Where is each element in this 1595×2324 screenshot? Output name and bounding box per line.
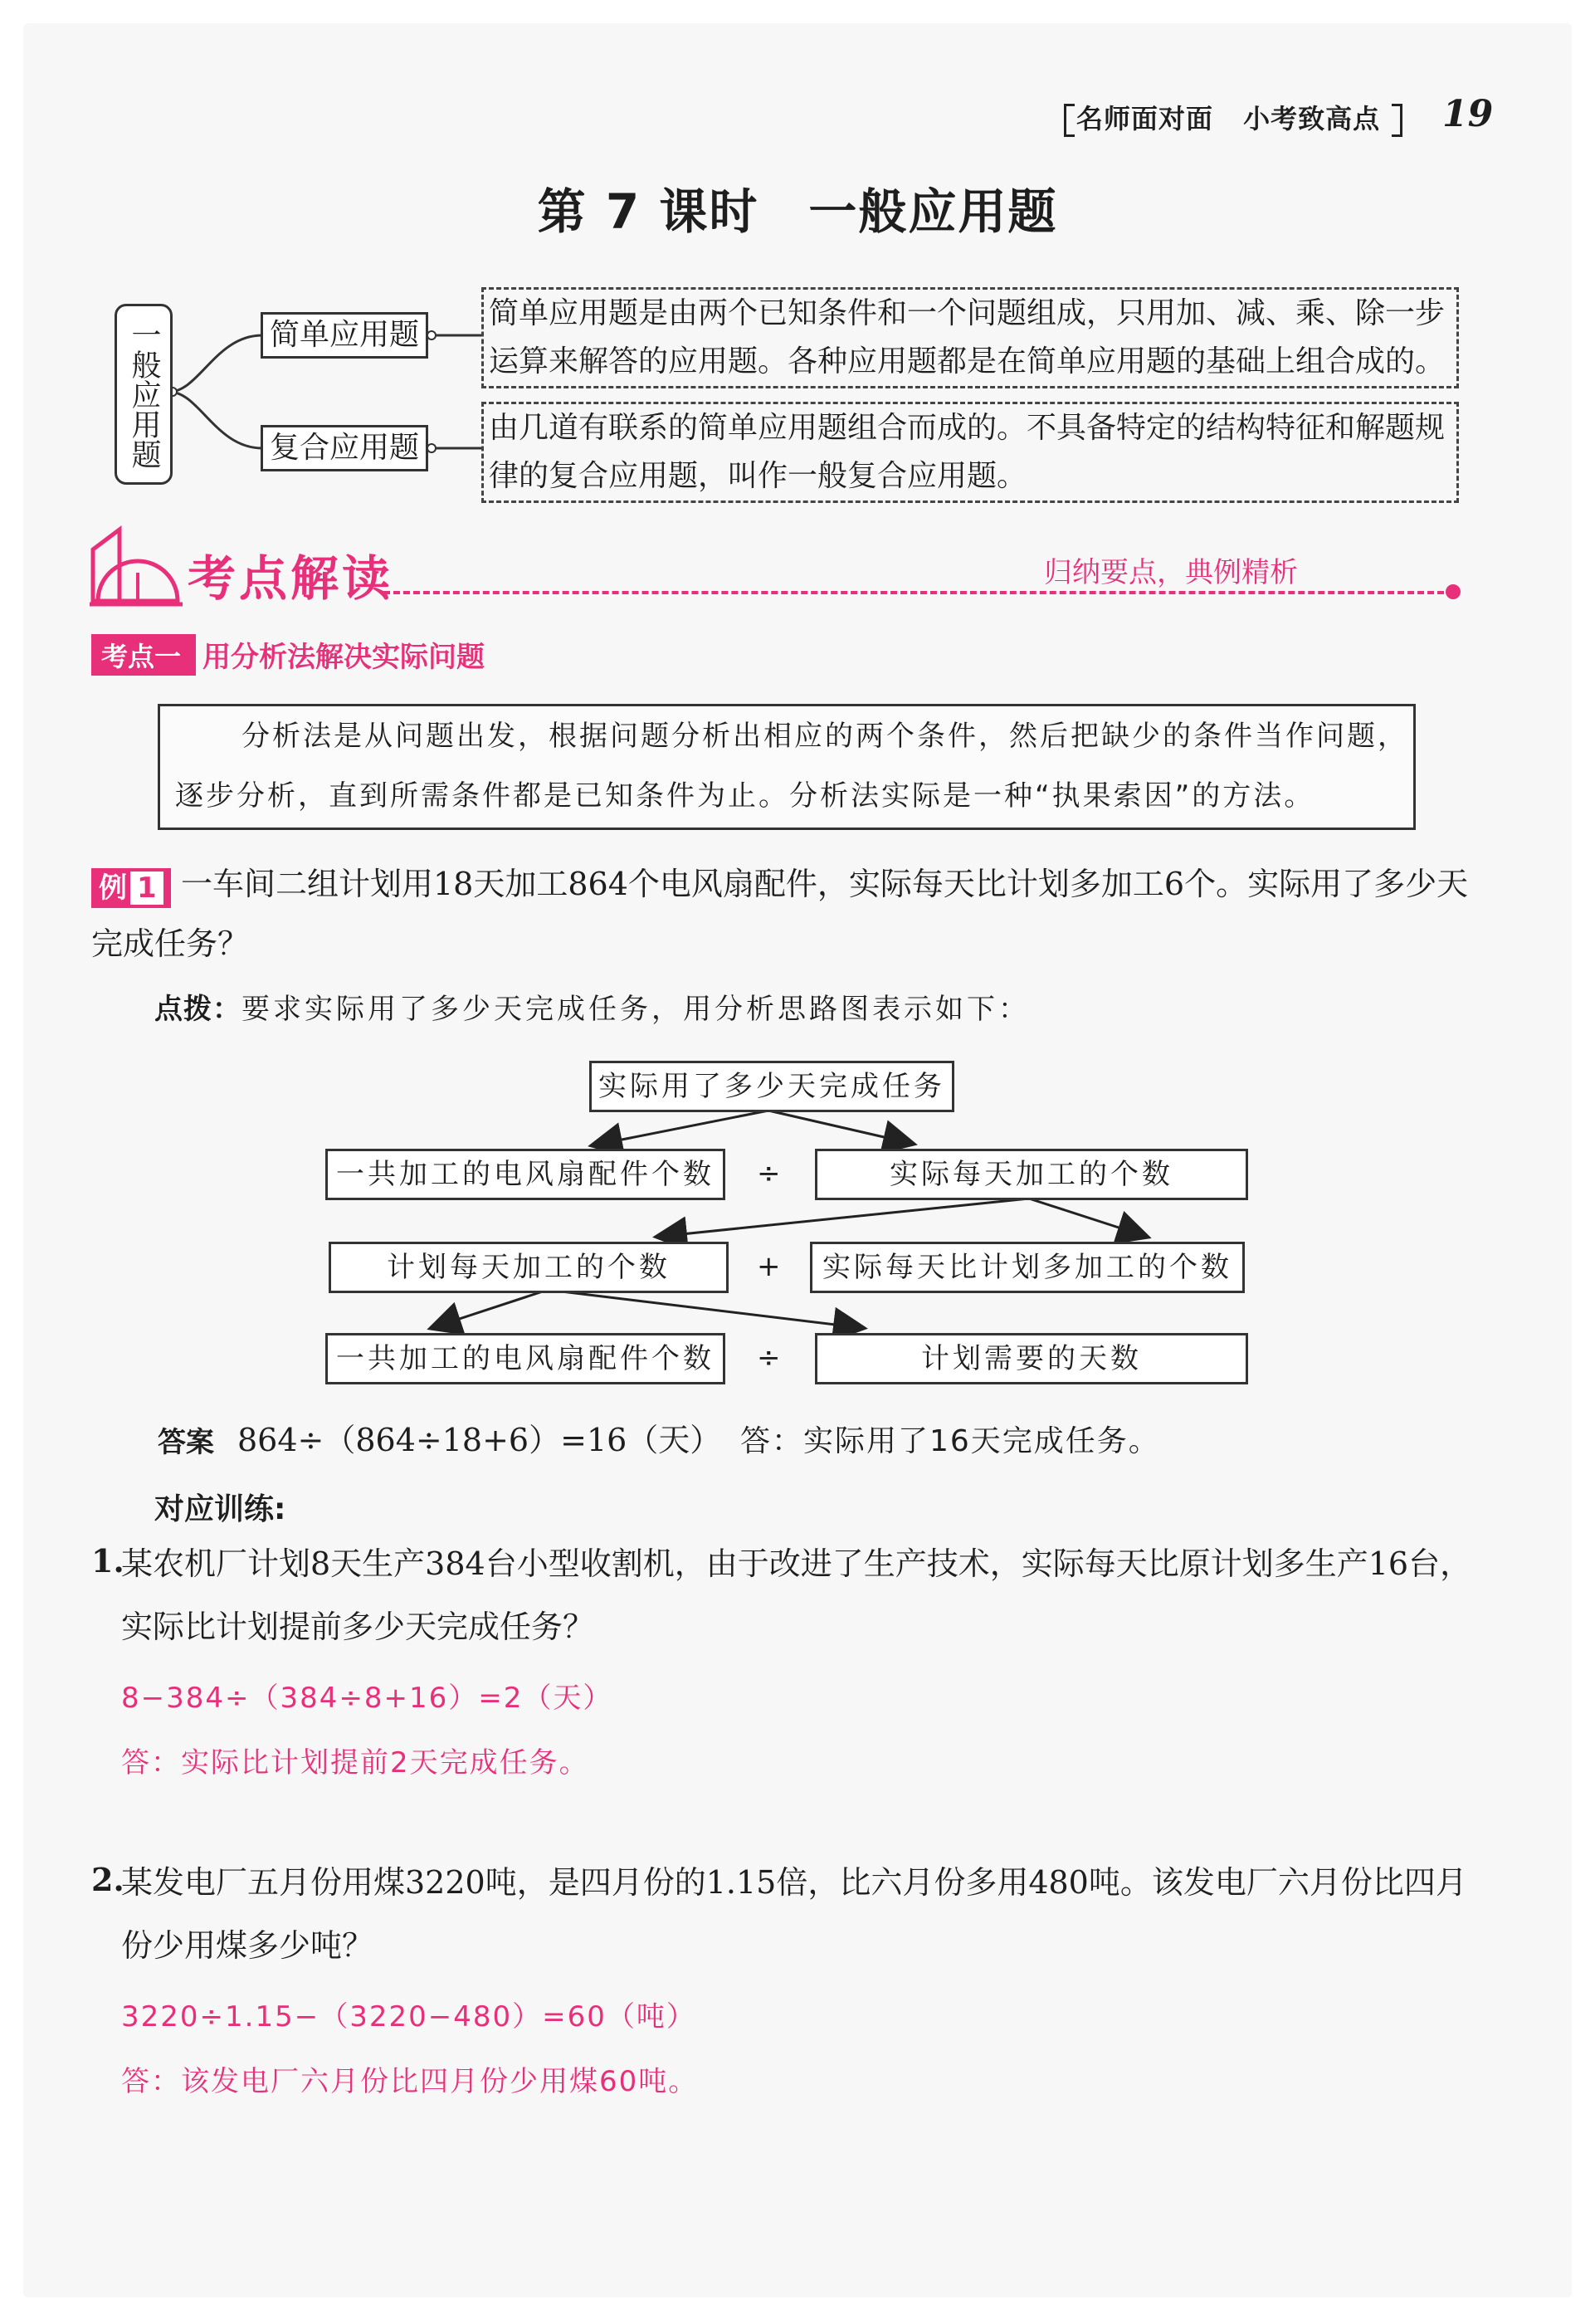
- question-answer-text: 答：实际比计划提前2天完成任务。: [121, 1746, 589, 1780]
- example-question-line: 一车间二组计划用18天加工864个电风扇配件，实际每天比计划多加工6个。实际用了多少天: [181, 866, 1469, 902]
- definition-line: 由几道有联系的简单应用题组合而成的。不具备特定的结构特征和解题规: [489, 411, 1446, 445]
- flow-box-planned-per-day: 计划每天加工的个数: [329, 1242, 729, 1293]
- note-line: 逐步分析，直到所需条件都是已知条件为止。分析法实际是一种“执果索因”的方法。: [175, 779, 1315, 813]
- kaodian-badge: 考点一: [91, 634, 196, 676]
- answer-text: 答：实际用了16天完成任务。: [740, 1424, 1160, 1458]
- question-number: 2.: [91, 1861, 124, 1898]
- example-badge-number: 1: [130, 872, 163, 905]
- example-badge-label: 例: [99, 872, 127, 905]
- flow-box-total: 一共加工的电风扇配件个数: [325, 1333, 725, 1384]
- section-subtitle: 归纳要点，典例精析: [1044, 556, 1298, 589]
- question-text-line: 实际比计划提前多少天完成任务？: [121, 1609, 595, 1645]
- definition-line: 律的复合应用题，叫作一般复合应用题。: [489, 459, 1027, 493]
- definition-line: 运算来解答的应用题。各种应用题都是在简单应用题的基础上组合成的。: [489, 344, 1446, 378]
- flow-operator: +: [757, 1250, 781, 1283]
- example-question-line: 完成任务？: [91, 925, 250, 962]
- section-title: 考点解读: [188, 550, 394, 607]
- answer-equation: 864÷（864÷18+6）=16（天）: [237, 1422, 722, 1458]
- page-number: 19: [1442, 93, 1494, 135]
- definition-line: 简单应用题是由两个已知条件和一个问题组成，只用加、减、乘、除一步: [489, 296, 1446, 330]
- training-label: 对应训练:: [154, 1492, 286, 1526]
- lesson-title: 第 7 课时 一般应用题: [537, 183, 1058, 240]
- hint-text: 要求实际用了多少天完成任务，用分析思路图表示如下：: [241, 993, 1030, 1026]
- question-answer-equation: 8−384÷（384÷8+16）=2（天）: [121, 1682, 613, 1715]
- mindmap-node-simple: 简单应用题: [261, 312, 428, 359]
- question-answer-equation: 3220÷1.15−（3220−480）=60（吨）: [121, 2000, 696, 2034]
- question-text-line: 份少用煤多少吨？: [121, 1927, 374, 1964]
- brand-name: 名师面对面: [1076, 103, 1214, 134]
- flow-operator: ÷: [757, 1341, 781, 1374]
- flow-operator: ÷: [757, 1157, 781, 1190]
- flow-box-actual-per-day: 实际每天加工的个数: [815, 1149, 1248, 1200]
- question-number: 1.: [91, 1542, 124, 1579]
- mindmap-node-compound: 复合应用题: [261, 425, 428, 471]
- question-text-line: 某发电厂五月份用煤3220吨，是四月份的1.15倍，比六月份多用480吨。该发电厂六月份比四月: [121, 1864, 1467, 1901]
- mindmap-root: 一般应用题: [115, 304, 173, 485]
- answer-label: 答案: [158, 1419, 214, 1460]
- flow-box-goal: 实际用了多少天完成任务: [589, 1061, 954, 1112]
- kaodian-title: 用分析法解决实际问题: [202, 641, 485, 674]
- flow-box-planned-days: 计划需要的天数: [815, 1333, 1248, 1384]
- question-text-line: 某农机厂计划8天生产384台小型收割机，由于改进了生产技术，实际每天比原计划多生产16台，: [121, 1545, 1472, 1582]
- flow-box-extra-per-day: 实际每天比计划多加工的个数: [810, 1242, 1245, 1293]
- note-line: 分析法是从问题出发，根据问题分析出相应的两个条件，然后把缺少的条件当作问题，: [241, 720, 1408, 753]
- flow-box-total: 一共加工的电风扇配件个数: [325, 1149, 725, 1200]
- question-answer-text: 答：该发电厂六月份比四月份少用煤60吨。: [121, 2065, 699, 2098]
- series-name: 小考致高点: [1243, 103, 1381, 134]
- hint-label: 点拨：: [154, 993, 241, 1026]
